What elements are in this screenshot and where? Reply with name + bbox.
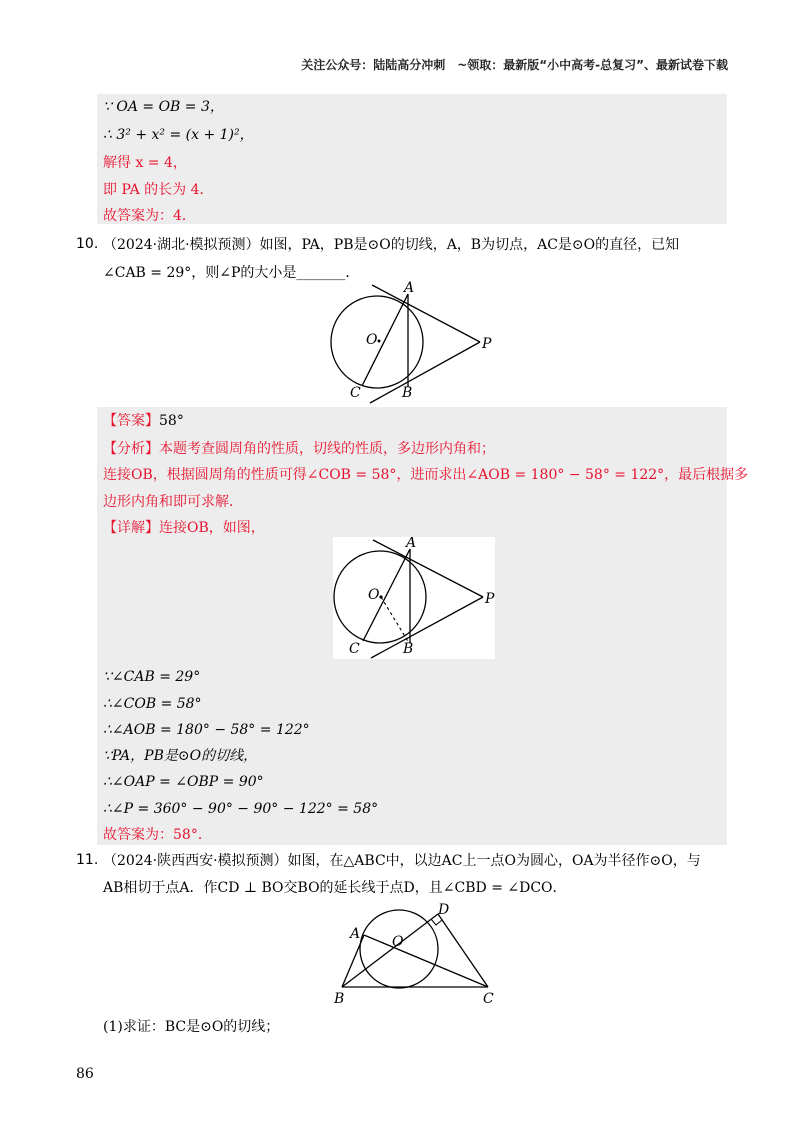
question-text: （2024·陕西西安·模拟预测）如图，在△ABC中，以边AC上一点O为圆心，OA为半径作⊙O，与: [103, 853, 701, 869]
label-D: D: [438, 902, 450, 918]
label-P: P: [482, 336, 492, 352]
solution-line: ∴ 3² + x² = (x + 1)²，: [103, 127, 254, 143]
label-O: O: [368, 587, 380, 603]
label-B: B: [334, 991, 345, 1007]
question-text: （2024·湖北·模拟预测）如图，PA，PB是⊙O的切线，A，B为切点，AC是⊙O的直径，已知: [103, 237, 680, 253]
label-O: O: [392, 934, 404, 950]
label-B: B: [403, 641, 414, 657]
question-number: 10.: [76, 236, 99, 252]
analysis-line: 【分析】本题考查圆周角的性质，切线的性质，多边形内角和；: [103, 441, 495, 457]
question-text: AB相切于点A．作CD ⊥ BO交BO的延长线于点D，且∠CBD = ∠DCO．: [103, 880, 567, 896]
label-P: P: [485, 591, 495, 607]
step-line: ∵PA，PB是⊙O的切线，: [103, 748, 258, 764]
figure-q10: [330, 280, 500, 405]
answer-line: 【答案】58°: [103, 413, 184, 429]
label-C: C: [483, 991, 494, 1007]
label-B: B: [402, 385, 413, 401]
analysis-line: 连接OB，根据圆周角的性质可得∠COB = 58°，进而求出∠AOB = 180° − 58° = 122°，最后根据多: [103, 467, 749, 483]
page-number: 86: [76, 1066, 94, 1082]
question-text: ∠CAB = 29°，则∠P的大小是_______．: [103, 265, 360, 281]
detail-line: 【详解】连接OB，如图，: [103, 520, 265, 536]
question-part: (1)求证：BC是⊙O的切线；: [103, 1019, 280, 1035]
label-O: O: [366, 332, 378, 348]
label-A: A: [404, 280, 415, 296]
page-header: 关注公众号：陆陆高分冲刺 ~领取：最新版“小中高考-总复习”、最新试卷下载: [301, 58, 728, 72]
label-A: A: [350, 926, 361, 942]
label-C: C: [349, 641, 360, 657]
solution-line: 故答案为：4．: [103, 208, 196, 224]
figure-q11: [330, 900, 505, 1008]
step-line: ∴∠P = 360° − 90° − 90° − 122° = 58°: [103, 801, 379, 817]
figure-q10-solution: [333, 537, 495, 659]
label-A: A: [406, 537, 417, 551]
step-line: ∴∠AOB = 180° − 58° = 122°: [103, 722, 310, 738]
label-C: C: [350, 385, 361, 401]
step-line: ∴∠OAP = ∠OBP = 90°: [103, 774, 264, 790]
step-line: ∵∠CAB = 29°: [103, 669, 201, 685]
final-answer: 故答案为：58°．: [103, 827, 212, 843]
solution-line: ∵ OA = OB = 3，: [103, 99, 224, 115]
solution-line: 即 PA 的长为 4．: [103, 182, 214, 198]
step-line: ∴∠COB = 58°: [103, 696, 202, 712]
analysis-line: 边形内角和即可求解．: [103, 494, 243, 510]
solution-line: 解得 x = 4，: [103, 155, 187, 171]
question-number: 11.: [76, 852, 99, 868]
